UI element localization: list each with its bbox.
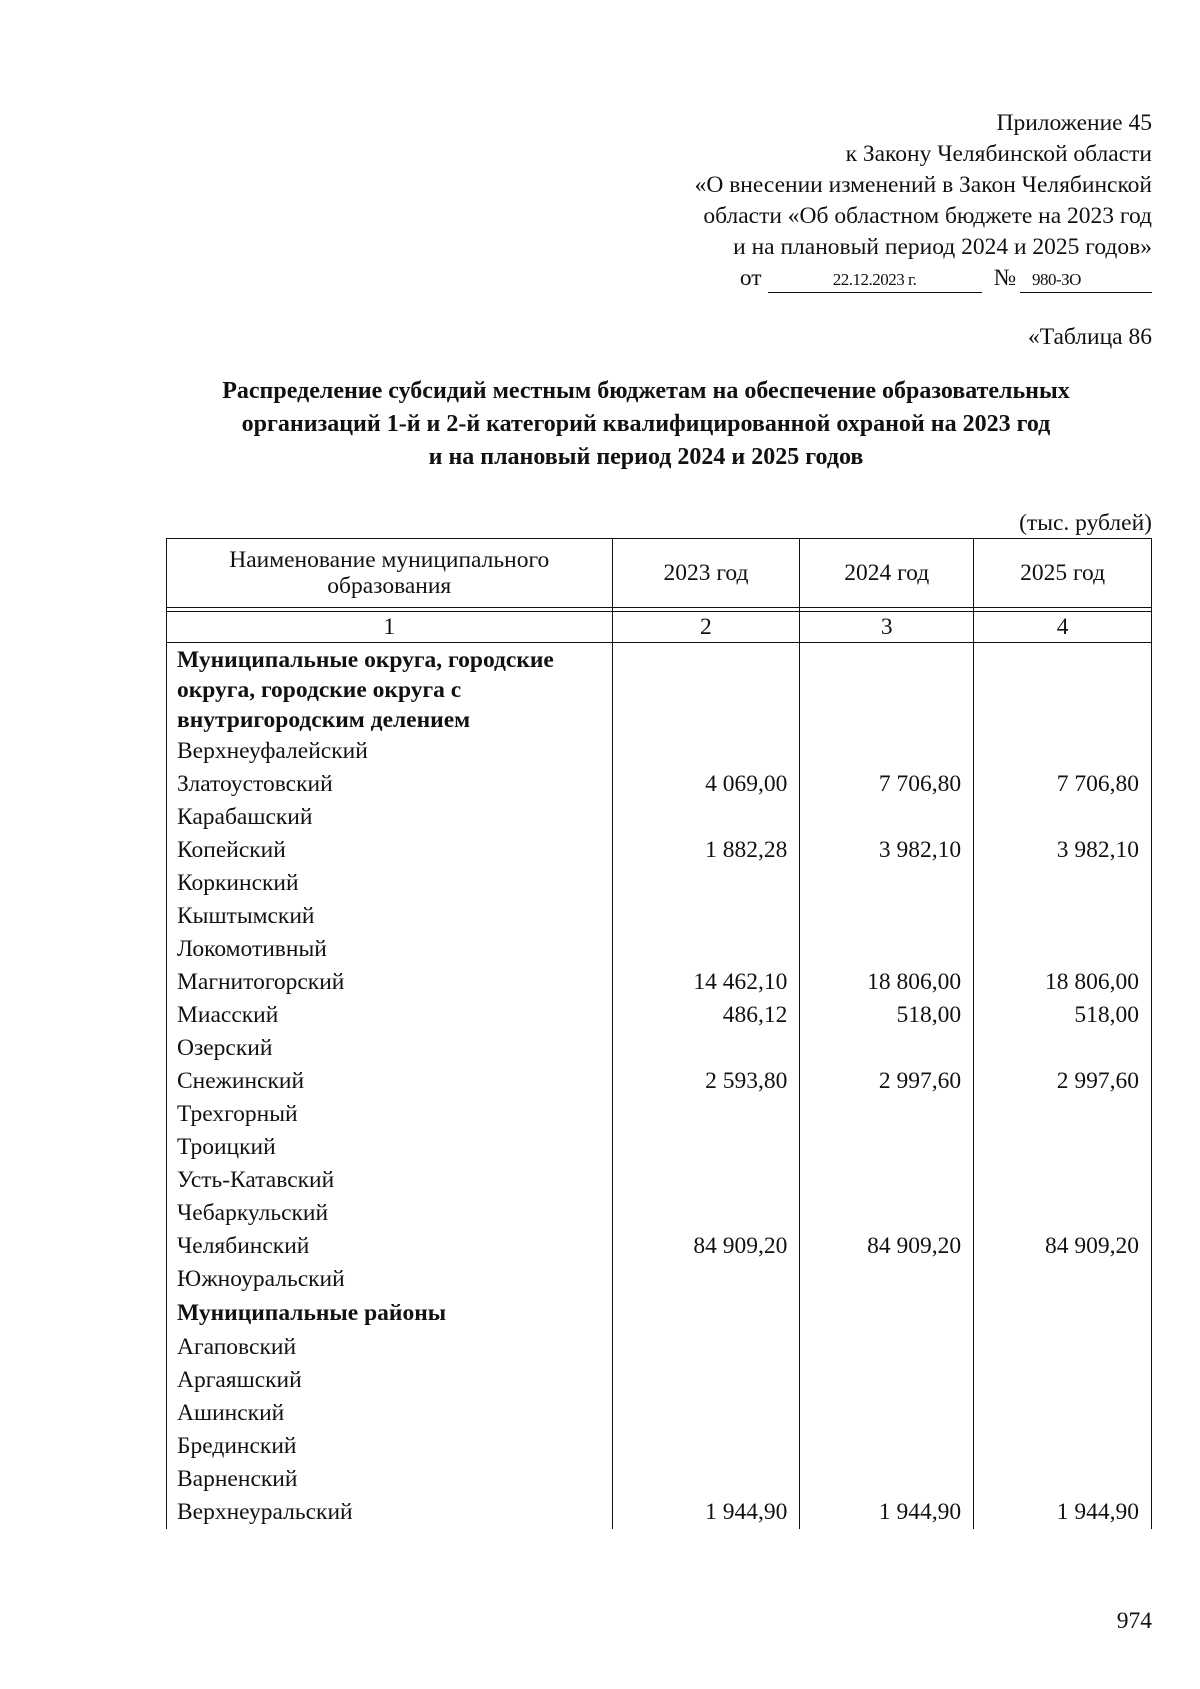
table-row [167,834,1152,867]
value-2024 [800,867,974,900]
value-2023: 1 882,28 [612,834,800,867]
value-2025 [974,1364,1152,1397]
municipality-name: Муниципальные районы [167,1296,613,1331]
value-2025 [974,933,1152,966]
table-row [167,768,1152,801]
value-2024 [800,1098,974,1131]
group-row [167,643,1152,736]
table-row [167,1098,1152,1131]
value-2023 [612,900,800,933]
value-2024 [800,1032,974,1065]
value-2023 [612,1164,800,1197]
municipality-name: Южноуральский [167,1263,613,1296]
value-2023 [612,1098,800,1131]
from-label: от [739,265,762,291]
value-2023 [612,1131,800,1164]
units-label: (тыс. рублей) [1019,510,1152,536]
value-2024: 7 706,80 [800,768,974,801]
municipality-name: Челябинский [167,1230,613,1263]
value-2024 [800,1164,974,1197]
municipality-name: Верхнеуральский [167,1496,613,1529]
table-row [167,1263,1152,1296]
table-row [167,1131,1152,1164]
value-2025 [974,1263,1152,1296]
value-2024 [800,1131,974,1164]
value-2024 [800,643,974,736]
value-2023 [612,1032,800,1065]
header-municipality: Наименование муниципального образования [167,539,613,608]
title-line: Распределение субсидий местным бюджетам на обеспечение образовательных [222,378,1070,404]
table-row [167,1496,1152,1529]
law-number: 980-ЗО [1020,268,1152,293]
value-2024: 1 944,90 [800,1496,974,1529]
value-2023 [612,735,800,768]
table-row [167,1397,1152,1430]
value-2025 [974,1430,1152,1463]
appendix-line: Приложение 45 [996,110,1152,136]
value-2025 [974,1463,1152,1496]
value-2023: 1 944,90 [612,1496,800,1529]
value-2024 [800,801,974,834]
value-2025: 18 806,00 [974,966,1152,999]
value-2023 [612,1263,800,1296]
value-2025 [974,900,1152,933]
value-2025: 1 944,90 [974,1496,1152,1529]
municipality-name: Копейский [167,834,613,867]
value-2025 [974,1397,1152,1430]
table-row [167,1430,1152,1463]
value-2024: 3 982,10 [800,834,974,867]
value-2025: 84 909,20 [974,1230,1152,1263]
table-row [167,1197,1152,1230]
value-2023 [612,933,800,966]
table-row [167,999,1152,1032]
municipality-name: Кыштымский [167,900,613,933]
column-number-row [167,612,1152,643]
municipality-name: Коркинский [167,867,613,900]
table-row [167,1463,1152,1496]
column-number: 3 [800,612,974,643]
page-number: 974 [1116,1608,1152,1634]
municipality-name: Варненский [167,1463,613,1496]
value-2024 [800,1397,974,1430]
value-2023 [612,1296,800,1331]
value-2023: 2 593,80 [612,1065,800,1098]
municipality-name: Аргаяшский [167,1364,613,1397]
value-2023: 84 909,20 [612,1230,800,1263]
appendix-header [592,108,1152,294]
value-2023 [612,867,800,900]
value-2024 [800,1364,974,1397]
table-row [167,933,1152,966]
table-row [167,1032,1152,1065]
value-2024 [800,1331,974,1364]
value-2023 [612,1364,800,1397]
table-row [167,1230,1152,1263]
table-row [167,735,1152,768]
value-2025 [974,643,1152,736]
group-row [167,1296,1152,1331]
municipality-name: Ашинский [167,1397,613,1430]
table-row [167,1164,1152,1197]
value-2023 [612,1463,800,1496]
municipality-name: Миасский [167,999,613,1032]
law-signature-line [592,263,1152,294]
appendix-line: области «Об областном бюджете на 2023 год [703,203,1152,229]
value-2025 [974,735,1152,768]
municipality-name: Брединский [167,1430,613,1463]
table-row [167,1065,1152,1098]
table-row [167,801,1152,834]
value-2023 [612,1331,800,1364]
value-2024 [800,1296,974,1331]
municipality-name: Снежинский [167,1065,613,1098]
appendix-line: к Закону Челябинской области [845,141,1152,167]
value-2024: 518,00 [800,999,974,1032]
table-body [167,643,1152,1530]
appendix-line: «О внесении изменений в Закон Челябинской [694,172,1152,198]
municipality-name: Карабашский [167,801,613,834]
value-2025 [974,1164,1152,1197]
municipality-name: Озерский [167,1032,613,1065]
title-line: и на плановый период 2024 и 2025 годов [428,444,864,470]
value-2024 [800,735,974,768]
value-2025 [974,1032,1152,1065]
value-2025 [974,867,1152,900]
value-2024 [800,1197,974,1230]
municipality-name: Магнитогорский [167,966,613,999]
value-2024: 18 806,00 [800,966,974,999]
table-header-row [167,539,1152,608]
value-2024: 84 909,20 [800,1230,974,1263]
column-number: 4 [974,612,1152,643]
subsidy-table [166,538,1152,1529]
column-number: 2 [612,612,800,643]
value-2023 [612,1430,800,1463]
table-row [167,1364,1152,1397]
value-2023 [612,1197,800,1230]
value-2023: 14 462,10 [612,966,800,999]
municipality-name: Троицкий [167,1131,613,1164]
municipality-name: Трехгорный [167,1098,613,1131]
municipality-name: Верхнеуфалейский [167,735,613,768]
value-2025: 3 982,10 [974,834,1152,867]
value-2025: 2 997,60 [974,1065,1152,1098]
value-2023 [612,1397,800,1430]
municipality-name: Усть-Катавский [167,1164,613,1197]
value-2025 [974,1131,1152,1164]
municipality-name: Агаповский [167,1331,613,1364]
municipality-name: Локомотивный [167,933,613,966]
value-2023 [612,801,800,834]
table-row [167,1331,1152,1364]
table-row [167,867,1152,900]
column-number: 1 [167,612,613,643]
municipality-name: Муниципальные округа, городские округа, городские округа с внутригородским делением [167,643,613,736]
value-2023 [612,643,800,736]
table-row [167,966,1152,999]
title-line: организаций 1-й и 2-й категорий квалифицированной охраной на 2023 год [241,411,1051,437]
number-label: № [993,265,1016,291]
law-date: 22.12.2023 г. [768,268,982,293]
value-2025 [974,1098,1152,1131]
value-2025 [974,1197,1152,1230]
table-row [167,900,1152,933]
value-2024 [800,1463,974,1496]
header-2023: 2023 год [612,539,800,608]
municipality-name: Чебаркульский [167,1197,613,1230]
value-2024 [800,900,974,933]
header-2025: 2025 год [974,539,1152,608]
value-2025 [974,801,1152,834]
document-title [140,375,1152,474]
value-2023: 4 069,00 [612,768,800,801]
appendix-line: и на плановый период 2024 и 2025 годов» [733,234,1152,260]
value-2025: 518,00 [974,999,1152,1032]
table-label: «Таблица 86 [1027,324,1152,350]
value-2025 [974,1331,1152,1364]
value-2024 [800,1263,974,1296]
header-2024: 2024 год [800,539,974,608]
value-2024: 2 997,60 [800,1065,974,1098]
municipality-name: Златоустовский [167,768,613,801]
value-2025: 7 706,80 [974,768,1152,801]
value-2024 [800,1430,974,1463]
value-2025 [974,1296,1152,1331]
value-2024 [800,933,974,966]
value-2023: 486,12 [612,999,800,1032]
